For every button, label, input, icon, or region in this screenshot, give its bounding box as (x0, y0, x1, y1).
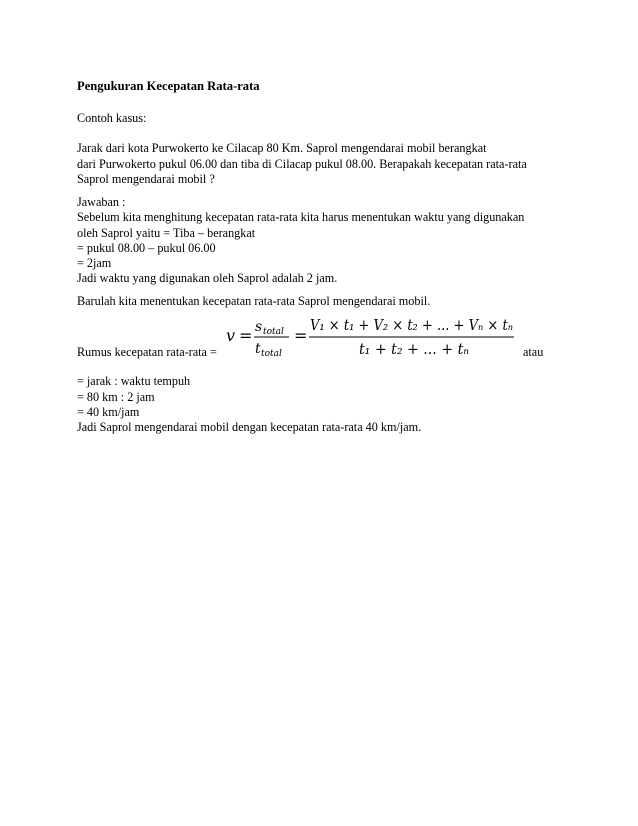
result-line-3: = 40 km/jam (77, 405, 140, 419)
average-speed-formula (226, 314, 516, 360)
result-line-2: = 80 km : 2 jam (77, 390, 155, 404)
answer-line-1: Sebelum kita menghitung kecepatan rata-rata kita harus menentukan waktu yang digunakan (77, 210, 525, 224)
problem-line-2: dari Purwokerto pukul 06.00 dan tiba di Cilacap pukul 08.00. Berapakah kecepatan rata-rata (77, 157, 527, 171)
answer-line-5: Jadi waktu yang digunakan oleh Saprol adalah 2 jam. (77, 271, 338, 285)
problem-line-3: Saprol mengendarai mobil ? (77, 172, 215, 186)
formula-lhs: v (226, 326, 236, 345)
answer-line-3: = pukul 08.00 – pukul 06.00 (77, 241, 216, 255)
formula-numerator-1: s (255, 319, 263, 335)
result-line-4: Jadi Saprol mengendarai mobil dengan kecepatan rata-rata 40 km/jam. (77, 420, 422, 434)
answer-label: Jawaban : (77, 195, 126, 209)
formula-numerator-1-sub: total (263, 327, 284, 337)
formula-denominator-1-sub: total (261, 349, 282, 359)
formula-denominator-1: t (255, 341, 261, 357)
answer-line-4: = 2jam (77, 256, 112, 270)
formula-label: Rumus kecepatan rata-rata = (77, 345, 217, 359)
result-line-1: = jarak : waktu tempuh (77, 374, 191, 388)
example-label: Contoh kasus: (77, 111, 147, 125)
svg-text:=: = (294, 326, 308, 345)
formula-suffix: atau (523, 345, 544, 359)
document-title: Pengukuran Kecepatan Rata-rata (77, 79, 260, 93)
formula-denominator-2: t₁ + t₂ + ... + tₙ (359, 342, 470, 358)
problem-line-1: Jarak dari kota Purwokerto ke Cilacap 80 Km. Saprol mengendarai mobil berangkat (77, 141, 487, 155)
formula-numerator-2: V₁ × t₁ + V₂ × t₂ + ... + Vₙ × tₙ (310, 318, 514, 334)
answer-line-2: oleh Saprol yaitu = Tiba – berangkat (77, 226, 256, 240)
next-step-line: Barulah kita menentukan kecepatan rata-rata Saprol mengendarai mobil. (77, 294, 431, 308)
svg-text:=: = (239, 326, 253, 345)
